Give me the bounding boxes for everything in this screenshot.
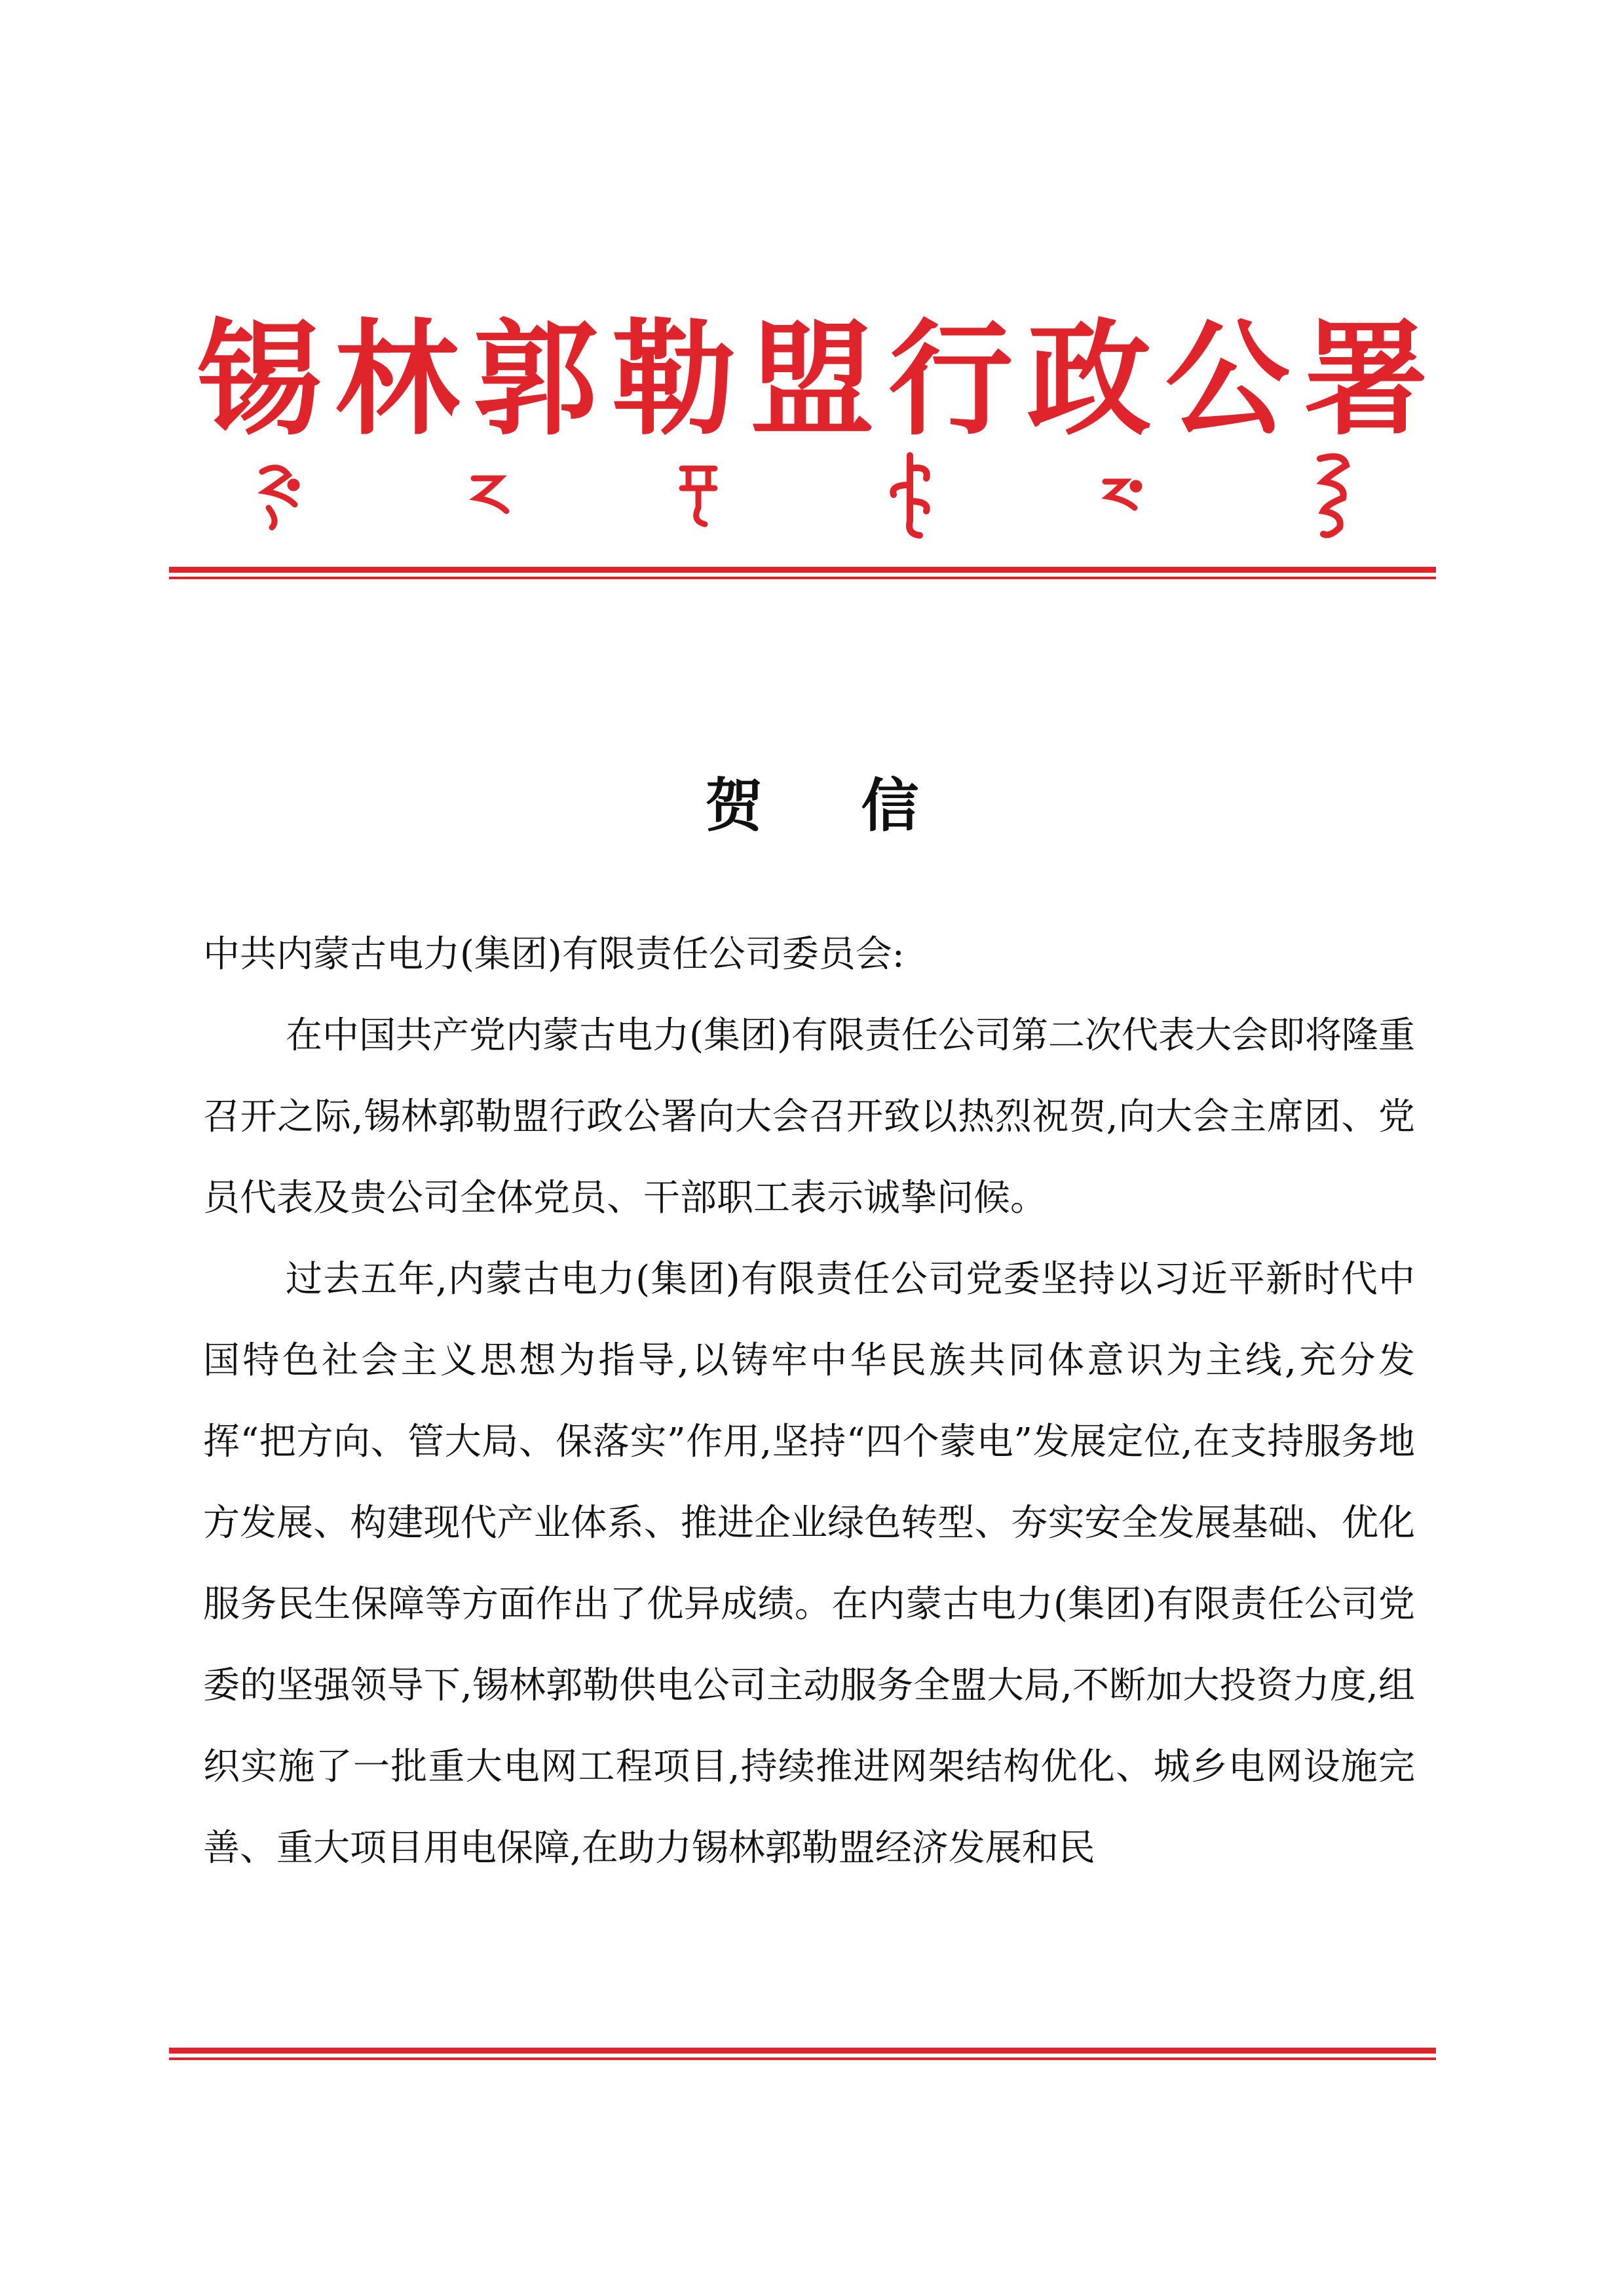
letterhead-rule-top <box>169 567 1436 579</box>
letter-body <box>203 914 1415 1889</box>
mongolian-word-1 <box>249 459 308 531</box>
paragraph-2: 过去五年,内蒙古电力(集团)有限责任公司党委坚持以习近平新时代中国特色社会主义思想为指导,以铸牢中华民族共同体意识为主线,充分发挥“把方向、管大局、保落实”作用,坚持“四个蒙电”发展定位,在支持服务地方发展、构建现代产业体系、推进企业绿色转型、夯实安全发展基础、优化服务民生保障等方面作出了优异成绩。在内蒙古电力(集团)有限责任公司党委的坚强领导下,锡林郭勒供电公司主动服务全盟大局,不断加大投资力度,组织实施了一批重大电网工程项目,持续推进网架结构优化、城乡电网设施完善、重大项目用电保障,在助力锡林郭勒盟经济发展和民 <box>203 1258 1415 1869</box>
letterhead-char: 行 <box>888 307 1013 452</box>
rule-thick-line <box>169 2048 1436 2054</box>
letterhead-char: 盟 <box>749 307 875 452</box>
letterhead-char: 锡 <box>197 307 322 452</box>
paragraph-1: 在中国共产党内蒙古电力(集团)有限责任公司第二次代表大会即将隆重召开之际,锡林郭勒盟行政公署向大会召开致以热烈祝贺,向大会主席团、党员代表及贵公司全体党员、干部职工表示诚挚问候。 <box>203 1014 1415 1219</box>
letterhead-char: 政 <box>1027 307 1152 452</box>
document-title: 贺信 <box>705 772 1017 839</box>
rule-thin-line <box>169 2057 1436 2060</box>
letterhead-char: 署 <box>1303 307 1428 452</box>
mongolian-script-line <box>249 446 1363 544</box>
mongolian-word-6 <box>1304 449 1363 541</box>
letterhead-char: 勒 <box>611 307 736 452</box>
mongolian-word-5 <box>1095 472 1148 518</box>
letterhead-char: 林 <box>335 307 460 452</box>
rule-thick-line <box>169 567 1436 573</box>
rule-thin-line <box>169 577 1436 579</box>
footer-rule-bottom <box>169 2048 1436 2060</box>
letterhead-title <box>197 308 1428 452</box>
letterhead-char: 郭 <box>473 307 598 452</box>
mongolian-word-4 <box>880 449 939 541</box>
mongolian-word-2 <box>464 469 516 521</box>
salutation: 中共内蒙古电力(集团)有限责任公司委员会: <box>203 933 905 976</box>
letterhead-char: 公 <box>1165 307 1290 452</box>
mongolian-word-3 <box>672 459 725 531</box>
